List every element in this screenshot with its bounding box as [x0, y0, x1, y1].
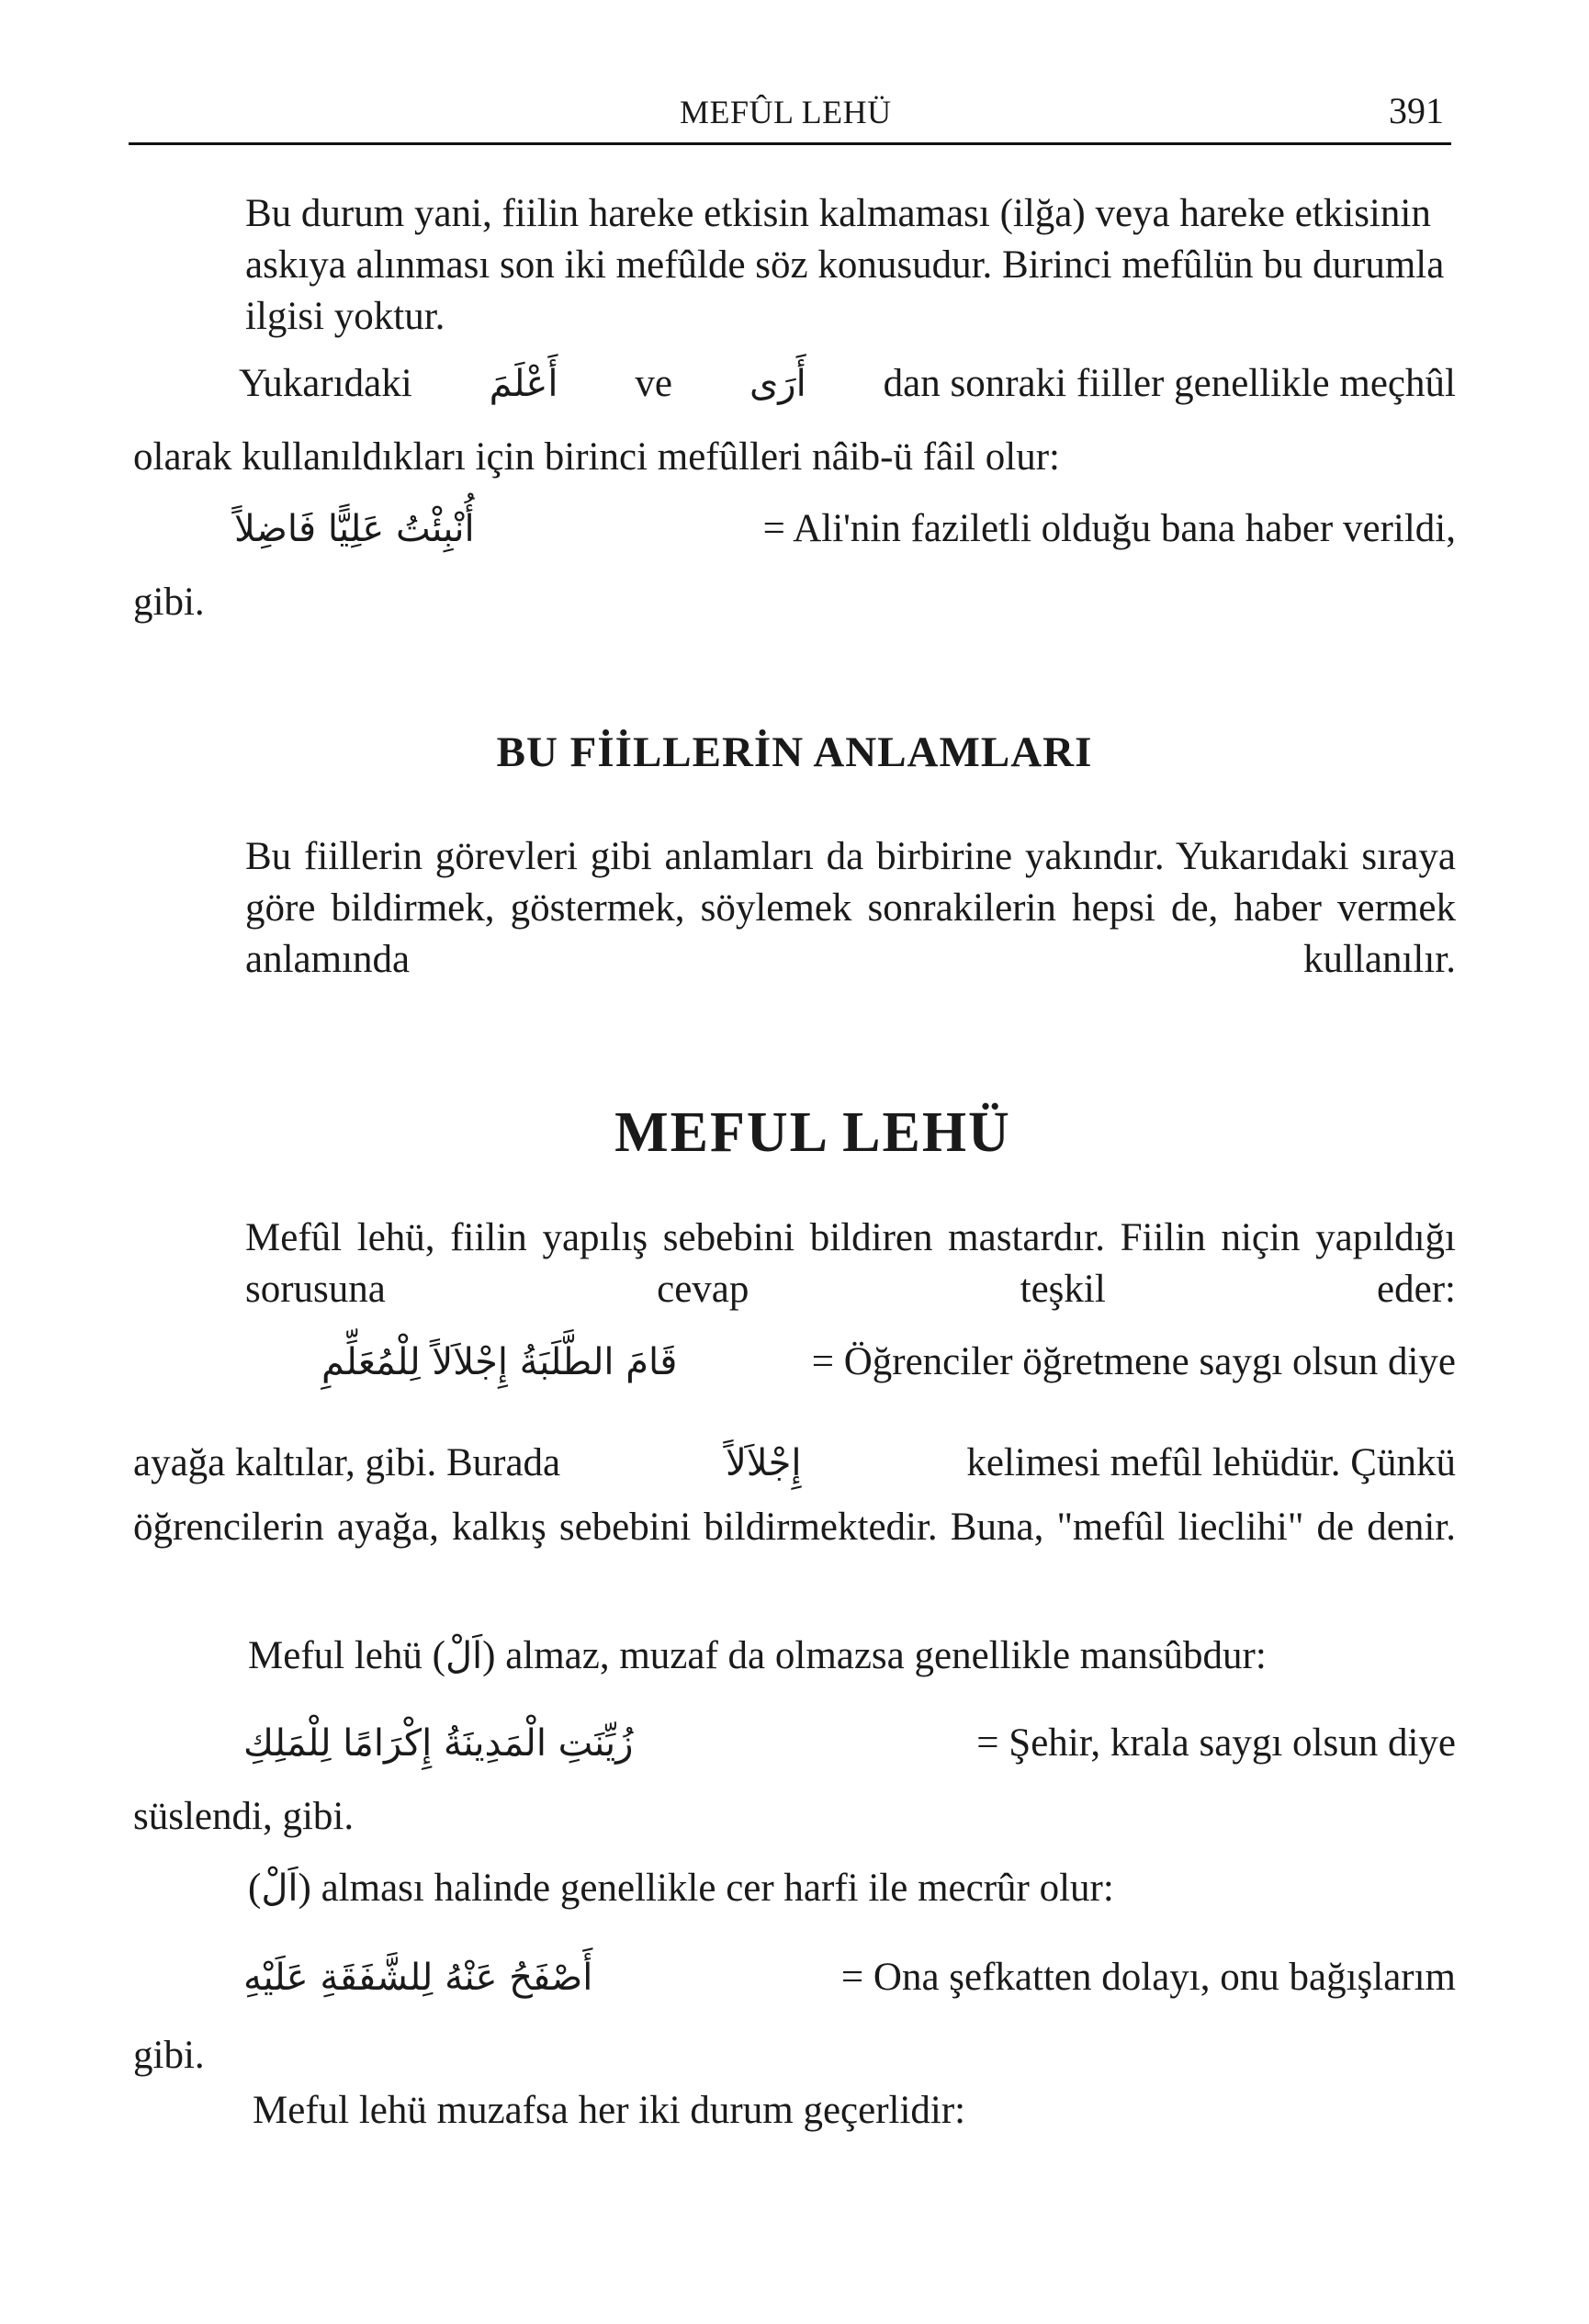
rule-2: (اَلْ) alması halinde genellikle cer harfi ile mecrûr olur:: [248, 1867, 1114, 1910]
section-1-paragraph: Bu fiillerin görevleri gibi anlamları da birbirine yakındır. Yukarıdaki sıraya göre bildirmek, göstermek, söylemek sonrakilerin hepsi de, haber vermek anlamında kullanılır.: [245, 835, 1456, 981]
intro-p2-prefix: Yukarıdaki: [239, 362, 412, 405]
example-2-translation: = Öğrenciler öğretmene saygı olsun diye: [811, 1340, 1456, 1383]
example-2-arabic: قَامَ الطَّلَبَةُ إِجْلاَلاً لِلْمُعَلِّمِ: [321, 1341, 678, 1383]
section-heading-fiillerin-anlamlari: BU FİİLLERİN ANLAMLARI: [496, 728, 1093, 776]
rule-1: Meful lehü (اَلْ) almaz, muzaf da olmazsa genellikle mansûbdur:: [248, 1634, 1267, 1677]
intro-p2-line2: olarak kullanıldıkları için birinci mefûlleri nâib-ü fâil olur:: [133, 435, 1060, 479]
rule-1-arabic-al: اَلْ: [445, 1635, 483, 1677]
example-1: [133, 503, 1456, 555]
running-title: MEFÛL LEHÜ: [680, 94, 892, 130]
intro-line-arabic-verbs: [133, 358, 1456, 410]
example-2-cont-b: kelimesi mefûl lehüdür. Çünkü: [966, 1441, 1456, 1484]
example-3-translation: = Şehir, krala saygı olsun diye: [976, 1721, 1456, 1765]
example-1-translation: = Ali'nin faziletli olduğu bana haber verildi,: [762, 507, 1456, 550]
example-4-translation: = Ona şefkatten dolayı, onu bağışlarım: [840, 1956, 1456, 1999]
example-2: [133, 1337, 1456, 1388]
rule-2-arabic-al: اَلْ: [261, 1867, 299, 1910]
example-1-gibi: gibi.: [133, 581, 205, 624]
running-header: [129, 87, 1451, 145]
example-2-continuation: [133, 1438, 1456, 1489]
section-heading-meful-lehu: MEFUL LEHÜ: [614, 1101, 1011, 1164]
example-4-arabic: أَصْفَحُ عَنْهُ لِلشَّفَقَةِ عَلَيْهِ: [243, 1957, 593, 1999]
example-1-arabic: أُنْبِئْتُ عَلِيًّا فَاضِلاً: [234, 508, 475, 550]
example-2-cont-a: ayağa kaltılar, gibi. Burada: [133, 1441, 561, 1484]
intro-p2-ve: ve: [635, 362, 673, 405]
example-3-arabic: زُيِّنَتِ الْمَدِينَةُ إِكْرَامًا لِلْمَلِكِ: [243, 1722, 634, 1765]
example-3: [133, 1718, 1456, 1769]
rule-3: Meful lehü muzafsa her iki durum geçerlidir:: [253, 2089, 966, 2132]
example-4: [133, 1952, 1456, 2003]
arabic-verb-alama: أَعْلَمَ: [489, 363, 558, 405]
example-2-keyword-arabic: إِجْلاَلاً: [725, 1442, 802, 1484]
example-2-explanation: öğrencilerin ayağa, kalkış sebebini bildirmektedir. Buna, "mefûl lieclihi" de denir.: [133, 1506, 1456, 1549]
intro-p2-suffix: dan sonraki fiiller genellikle meçhûl: [883, 362, 1456, 405]
section-2-paragraph: Mefûl lehü, fiilin yapılış sebebini bildiren mastardır. Fiilin niçin yapıldığı sorusuna cevap teşkil eder:: [245, 1216, 1456, 1311]
example-3-gibi: süslendi, gibi.: [133, 1795, 355, 1838]
page-number: 391: [1389, 90, 1444, 131]
arabic-verb-ara: أَرَى: [749, 363, 806, 405]
intro-paragraph: Bu durum yani, fiilin hareke etkisin kalmaması (ilğa) veya hareke etkisinin askıya alınması son iki mefûlde söz konusudur. Birinci mefûlün bu durumla ilgisi yoktur.: [245, 192, 1445, 338]
example-4-gibi: gibi.: [133, 2034, 205, 2077]
